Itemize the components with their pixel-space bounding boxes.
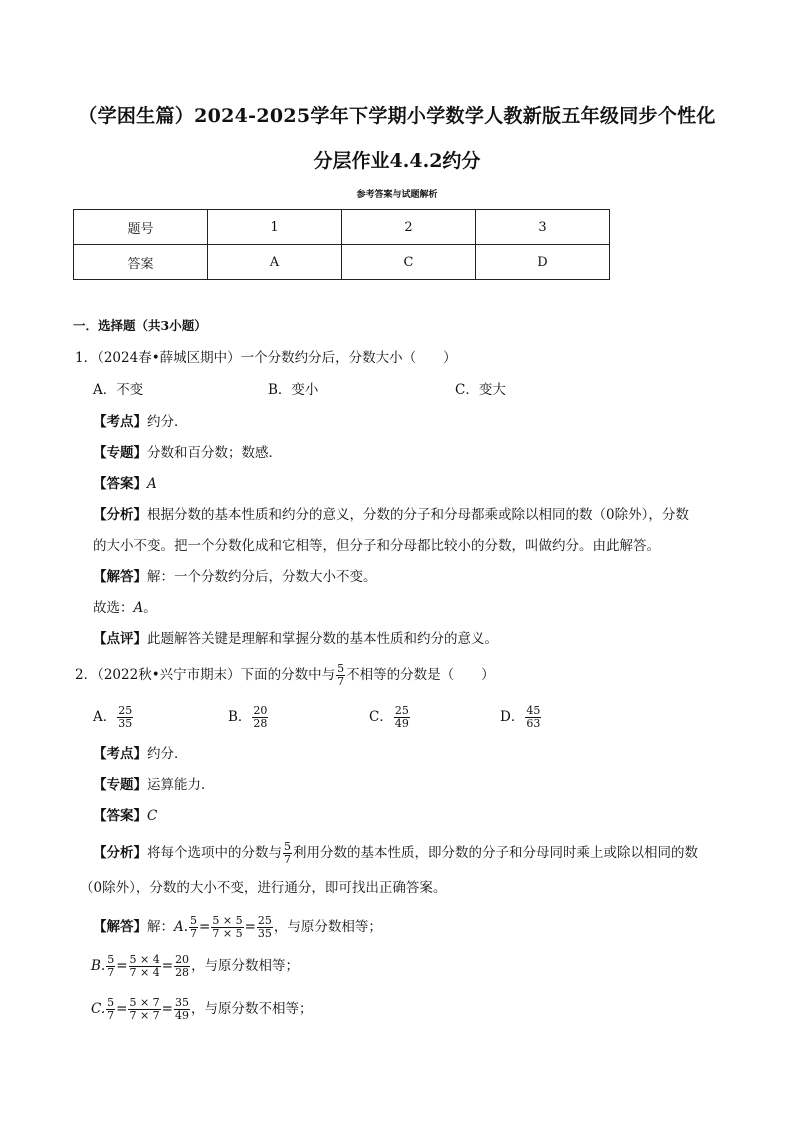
jieda-tag: 【解答】: [93, 919, 147, 935]
fraction: [174, 954, 190, 979]
fraction: [252, 705, 268, 730]
fraction: [129, 954, 161, 979]
fraction: [394, 705, 410, 730]
fraction-denominator: 28: [253, 717, 268, 730]
q2-zhuanti: [93, 776, 215, 794]
fraction: [106, 997, 115, 1022]
q2-stem: [75, 660, 495, 690]
q2-jieda-step-a: 【解答】解：A. $\frac{5}{7}$ = $\frac{5 \times 5}{7 \times 5}$ = $\frac{25}{35}$ ，与原分数相等；: [93, 914, 382, 940]
fenxi-tag: 【分析】: [93, 845, 147, 861]
fraction: [283, 841, 292, 866]
q2-option-c: [369, 700, 411, 734]
step-label: B.: [91, 958, 106, 974]
fraction-denominator: 28: [175, 966, 190, 979]
answer-table-cell: 3: [476, 210, 610, 245]
zhuanti-text: 运算能力．: [147, 777, 215, 793]
fraction-denominator: 7 × 4: [129, 966, 160, 979]
answer-table-answer-row: [74, 245, 610, 280]
fraction-numerator: 20: [253, 704, 268, 717]
q2-jieda-step-c: C. $\frac{5}{7}$ = $\frac{5 \times 7}{7 \times 7}$ = $\frac{35}{49}$ ，与原分数不相等；: [91, 996, 313, 1022]
q1-daan: [93, 475, 157, 493]
option-label: A．: [93, 709, 117, 725]
answer-table-cell: C: [342, 245, 476, 280]
fraction-denominator: 7: [107, 1009, 115, 1022]
fraction-numerator: 20: [175, 953, 190, 966]
fraction-numerator: 45: [526, 704, 541, 717]
fraction-denominator: 7: [190, 927, 198, 940]
fraction: [106, 954, 115, 979]
fraction: [128, 997, 160, 1022]
fenxi-text: 根据分数的基本性质和约分的意义，分数的分子和分母都乘或除以相同的数（0除外），分数: [147, 507, 689, 523]
q1-stem: 1．（2024春•薛城区期中）一个分数约分后，分数大小（ ）: [75, 350, 457, 366]
q1-dianping: [93, 630, 498, 648]
fraction-numerator: 5: [107, 953, 115, 966]
kaodian-text: 约分．: [147, 414, 188, 430]
daan-text: A: [147, 476, 157, 492]
section-heading: 一．选择题（共3小题）: [73, 318, 207, 333]
q2-kaodian: [93, 745, 188, 763]
fraction-numerator: 5: [190, 914, 198, 927]
guxuan-prefix: 故选：: [93, 600, 134, 616]
q2-option-d: [500, 700, 542, 734]
jieda-tag: 【解答】: [93, 569, 147, 585]
q1-option-b: B．变小: [268, 382, 319, 398]
jieda-text: 解：一个分数约分后，分数大小不变。: [147, 569, 377, 585]
q2-fenxi-line2: （0除外），分数的大小不变，进行通分，即可找出正确答案。: [80, 880, 447, 896]
fraction-denominator: 7 × 7: [129, 1009, 160, 1022]
answer-table-header-row: [74, 210, 610, 245]
document-title-line1: （学困生篇）2024-2025学年下学期小学数学人教新版五年级同步个性化: [78, 105, 716, 127]
q2-jieda-step-b: B. $\frac{5}{7}$ = $\frac{5 \times 4}{7 \times 4}$ = $\frac{20}{28}$ ，与原分数相等；: [91, 953, 300, 979]
answer-table: [73, 209, 610, 280]
q1-zhuanti: [93, 444, 282, 462]
q1-guxuan: [93, 599, 157, 617]
fraction-denominator: 49: [394, 717, 409, 730]
document-title-line2: 分层作业4.4.2约分: [313, 150, 481, 172]
kaodian-tag: 【考点】: [93, 746, 147, 762]
fraction-denominator: 63: [526, 717, 541, 730]
fraction-denominator: 7 × 5: [212, 927, 243, 940]
option-label: D．: [500, 709, 525, 725]
fraction-numerator: 5 × 5: [212, 914, 243, 927]
answer-table-cell: 2: [342, 210, 476, 245]
step-note: ，与原分数相等；: [273, 919, 382, 935]
fraction-denominator: 7: [337, 675, 345, 688]
fraction-numerator: 5: [337, 662, 345, 675]
fraction-denominator: 35: [257, 927, 272, 940]
q2-option-a: [93, 700, 134, 734]
q2-daan: [93, 807, 157, 825]
q1-option-c: C．变大: [455, 382, 506, 398]
zhuanti-tag: 【专题】: [93, 445, 147, 461]
dianping-text: 此题解答关键是理解和掌握分数的基本性质和约分的意义。: [147, 631, 498, 647]
step-note: ，与原分数不相等；: [190, 1001, 313, 1017]
fraction-denominator: 7: [107, 966, 115, 979]
fraction: [211, 915, 243, 940]
fraction: [525, 705, 541, 730]
fraction-denominator: 7: [284, 853, 291, 866]
kaodian-text: 约分．: [147, 746, 188, 762]
fraction: [257, 915, 273, 940]
q1-jieda: [93, 568, 377, 586]
step-note: ，与原分数相等；: [191, 958, 300, 974]
zhuanti-text: 分数和百分数；数感．: [147, 445, 282, 461]
fraction-numerator: 5 × 4: [129, 953, 160, 966]
step-label: A.: [174, 919, 189, 935]
q2-fenxi-line1: [93, 837, 698, 869]
fraction-numerator: 5: [107, 996, 115, 1009]
answer-table-cell: 题号: [74, 210, 208, 245]
q1-kaodian: [93, 413, 188, 431]
jieda-prefix: 解：: [147, 919, 174, 935]
guxuan-suffix: 。: [143, 600, 157, 616]
kaodian-tag: 【考点】: [93, 414, 147, 430]
q1-option-a: A．不变: [93, 382, 144, 398]
fraction-numerator: 25: [257, 914, 272, 927]
dianping-tag: 【点评】: [93, 631, 147, 647]
answer-table-cell: 1: [208, 210, 342, 245]
zhuanti-tag: 【专题】: [93, 777, 147, 793]
daan-tag: 【答案】: [93, 476, 147, 492]
q2-option-b: [228, 700, 269, 734]
option-label: B．: [228, 709, 252, 725]
fraction-denominator: 35: [118, 717, 133, 730]
fenxi-tag: 【分析】: [93, 507, 147, 523]
document-subtitle: 参考答案与试题解析: [356, 190, 438, 200]
q1-fenxi-line2: 的大小不变。把一个分数化成和它相等，但分子和分母都比较小的分数，叫做约分。由此解答。: [93, 538, 660, 554]
fraction-denominator: 49: [174, 1009, 189, 1022]
fraction-numerator: 5 × 7: [129, 996, 160, 1009]
daan-text: C: [147, 808, 158, 824]
fraction: [174, 997, 190, 1022]
q1-fenxi-line1: [93, 506, 689, 524]
step-label: C.: [91, 1001, 106, 1017]
answer-table-cell: A: [208, 245, 342, 280]
option-label: C．: [369, 709, 393, 725]
fraction-numerator: 25: [118, 704, 133, 717]
fenxi-text-post: 利用分数的基本性质，即分数的分子和分母同时乘上或除以相同的数: [293, 845, 698, 861]
daan-tag: 【答案】: [93, 808, 147, 824]
answer-table-cell: D: [476, 245, 610, 280]
fraction-numerator: 5: [284, 840, 291, 853]
fraction: [336, 663, 345, 688]
fraction-numerator: 25: [394, 704, 409, 717]
answer-table-cell: 答案: [74, 245, 208, 280]
guxuan-answer: A: [133, 600, 144, 616]
q2-stem-pre: 2．（2022秋•兴宁市期末）下面的分数中与: [75, 667, 336, 683]
q2-stem-post: 不相等的分数是（ ）: [346, 667, 495, 683]
fraction-numerator: 35: [174, 996, 189, 1009]
fraction: [189, 915, 198, 940]
fraction: [117, 705, 133, 730]
fenxi-text-pre: 将每个选项中的分数与: [147, 845, 282, 861]
